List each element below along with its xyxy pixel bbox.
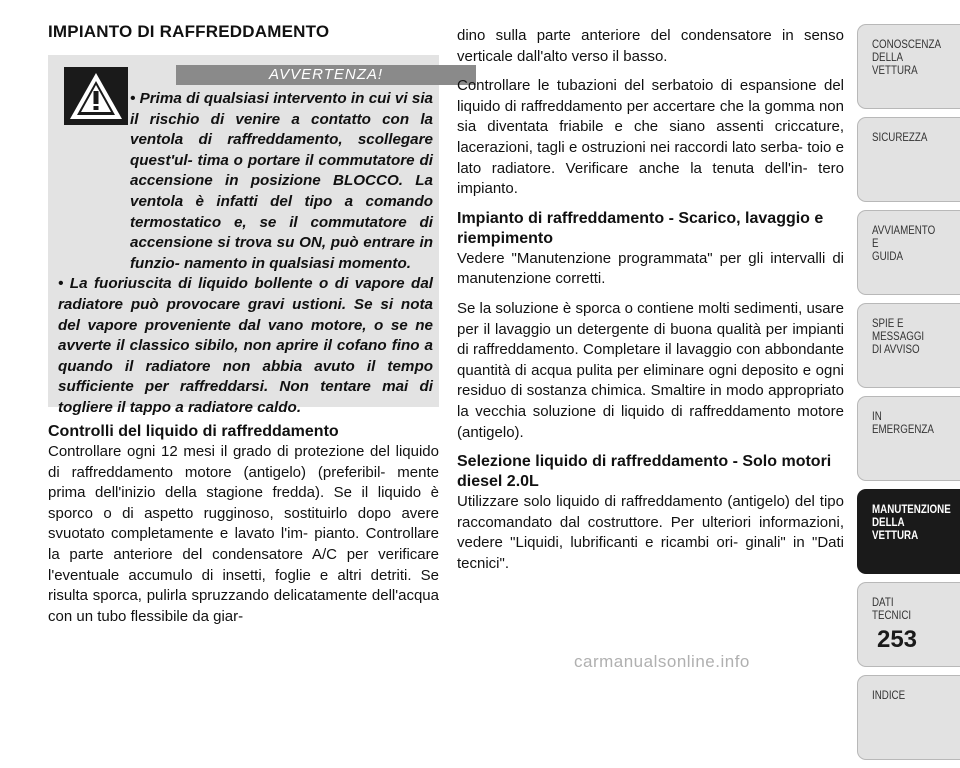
tab-label: SPIE E MESSAGGI DI AVVISO bbox=[872, 318, 925, 356]
warning-box bbox=[48, 55, 439, 416]
tab-manutenzione[interactable] bbox=[857, 489, 960, 574]
right-para-1: dino sulla parte anteriore del condensatore in senso verticale dall'alto verso il basso. bbox=[457, 27, 844, 65]
page-number: 253 bbox=[876, 626, 918, 653]
tab-indice[interactable] bbox=[857, 675, 960, 760]
warning-text bbox=[58, 89, 433, 419]
tab-conoscenza[interactable] bbox=[857, 24, 960, 109]
right-column bbox=[457, 26, 844, 583]
coolant-check-paragraph: Controllare ogni 12 mesi il grado di protezione del liquido di raffreddamento motore (antigelo) (preferibil- mente prima dell'inizio della stagione fredda). Se il liquido è sporco o di aspetto rugginoso, sostituirlo dopo avere svuotato completamente e lavato l'im- pianto. Controllare la parte anteriore del condensatore A/C per verificare l'eventuale accumulo di insetti, foglie e altri detriti. Se risulta sporca, pulirla spruzzando delicatamente dell'acqua con un tubo flessibile da giar- bbox=[48, 443, 439, 625]
left-column bbox=[48, 422, 439, 636]
right-para-4: Se la soluzione è sporca o contiene molti sedimenti, usare per il lavaggio un detergente di buona qualità per impianti di raffreddamento. Completare il lavaggio con abbondante quantità di acqua pulita per eliminare ogni deposito e ogni residuo di sostanza chimica. Smaltire in modo appropriato la vecchia soluzione di liquido di raffreddamento motore (antigelo). bbox=[457, 299, 844, 441]
drain-flush-heading: Impianto di raffreddamento - Scarico, lavaggio e riempimento bbox=[457, 209, 824, 247]
chapter-tabs bbox=[857, 24, 960, 768]
tab-avviamento[interactable] bbox=[857, 210, 960, 295]
right-para-5: Utilizzare solo liquido di raffreddamento (antigelo) del tipo raccomandato dal costruttore. Per ulteriori informazioni, vedere "Liquidi, lubrificanti e ricambi ori- ginali" in "Dati tecnici". bbox=[457, 493, 844, 572]
tab-spie[interactable] bbox=[857, 303, 960, 388]
right-para-3: Vedere "Manutenzione programmata" per gli intervalli di manutenzione corretti. bbox=[457, 249, 844, 288]
tab-label: SICUREZZA bbox=[872, 132, 928, 144]
watermark: carmanualsonline.info bbox=[574, 652, 750, 671]
tab-label: DATI TECNICI bbox=[872, 597, 912, 622]
warning-title: AVVERTENZA! bbox=[176, 65, 476, 85]
tab-label: IN EMERGENZA bbox=[872, 411, 934, 436]
tab-emergenza[interactable] bbox=[857, 396, 960, 481]
tab-label: MANUTENZIONE DELLA VETTURA bbox=[872, 504, 951, 542]
coolant-check-heading: Controlli del liquido di raffreddamento bbox=[48, 423, 339, 440]
tab-dati-tecnici[interactable] bbox=[857, 582, 960, 667]
right-para-2: Controllare le tubazioni del serbatoio di espansione del liquido di raffreddamento per accertare che la gomma non sia diventata friabile e che siano assenti criccature, lacerazioni, tagli e ostruzioni nei raccordi lato serba- toio e lato radiatore. Verificare anche la tenuta dell'in- tero impianto. bbox=[457, 77, 844, 198]
warning-bullet-1: • Prima di qualsiasi intervento in cui vi sia il rischio di venire a contatto con la ventola di raffreddamento, scollegare quest'ul- tima o portare il commutatore di accensione in posizione BLOCCO. La ventola è infatti del tipo a comando termostatico e, se il commutatore di accensione si trova su ON, può entrare in funzio- namento in qualsiasi momento. bbox=[130, 90, 433, 272]
tab-label: CONOSCENZA DELLA VETTURA bbox=[872, 39, 941, 77]
coolant-selection-heading: Selezione liquido di raffreddamento - Solo motori diesel 2.0L bbox=[457, 453, 832, 491]
tab-label: AVVIAMENTO E GUIDA bbox=[872, 225, 936, 263]
tab-label: INDICE bbox=[872, 690, 906, 702]
tab-sicurezza[interactable] bbox=[857, 117, 960, 202]
section-title: IMPIANTO DI RAFFREDDAMENTO bbox=[48, 22, 330, 41]
warning-bullet-2: • La fuoriuscita di liquido bollente o di vapore dal radiatore può provocare gravi ustioni. Se si nota del vapore proveniente dal vano motore, o se ne avverte il classico sibilo, non aprire il cofano fino a quando il radiatore non abbia avuto il tempo sufficiente per raffreddarsi. Non tentare mai di togliere il tappo a radiatore caldo. bbox=[58, 275, 433, 416]
